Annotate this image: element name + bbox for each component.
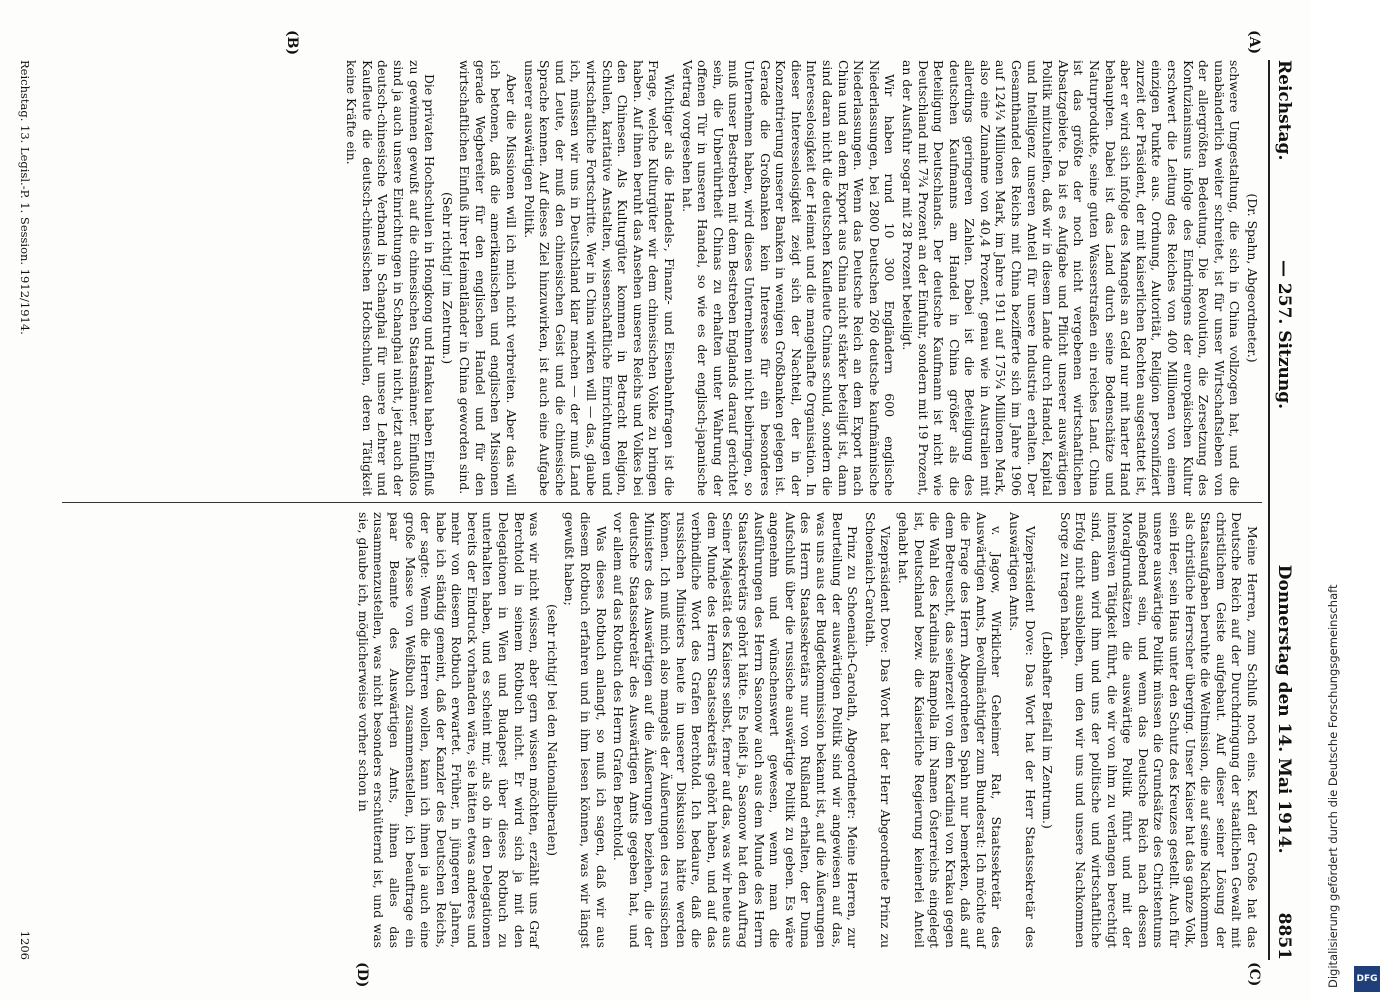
paragraph: Wichtiger als die Handels-, Finanz- und Eisenbahnfragen ist die Frage, welche Kulturgüter wir dem chinesischen Volke zu bringen haben. Auf ihnen beruht das Ansehen unseres Reichs und Volkes bei den Chinesen. Als Kulturgüter kommen in Betracht Religion, Schulen, karitative Anstalten, wissenschaftliche Einrichtungen und wirtschaftliche Fortschritte. Wer in China wirken will — das, glaube ich, müssen wir uns in Deutschland klar machen — der muß Land und Leute, der muß den chinesischen Geist und die chinesische Sprache kennen. Auf dieses Ziel hinzuwirken, ist auch eine Aufgabe unserer auswärtigen Politik. — [521, 60, 678, 496]
page-number: 8851 — [1274, 912, 1294, 960]
paragraph: Prinz zu Schoenaich-Carolath, Abgeordneter: Meine Herren, zur Beurteilung der auswärtigen Politik sind wir angewiesen auf das, was uns aus der Budgetkommission bekannt ist, auf die Äußerungen des Herrn Staatssekretärs nur von Rußland erhalten, der Duma Aufschluß über die russische auswärtige Politik zu geben. Es wäre angenehm und wünschenswert gewesen, wenn man die Ausführungen des Herrn Sasonow auch aus dem Munde des Herrn Staatssekretärs gehört hätte. Es heißt ja, Sasonow hat den Auftrag Seiner Majestät des Kaisers selbst, ferner auf das, was wir heute aus dem Munde des Herrn Staatssekretärs gehört haben, und auf das verbindliche Wort des Grafen Berchtold. Ich bedaure, daß die russischen Ministers heute in unserer Diskussion hätte werden können. Ich muß mich also mangels der Äußerungen des russischen Ministers des Auswärtigen auf die Äußerungen beziehen, die der deutsche Staatssekretär des Auswärtigen Amts gegeben hat, und vor allem auf das Rotbuch des Herrn Grafen Berchtold. — [611, 512, 861, 948]
footer-left: Reichstag. 13. Legisl.-P. 1. Session. 1912/1914. — [18, 60, 32, 335]
digitization-credit — [1318, 0, 1378, 1000]
paragraph: Die privaten Hochschulen in Hongkong und Hankau haben Einfluß zu gewinnen gewußt auf die chinesischen Staatsmänner. Einflußlos sind ja auch unsere Einrichtungen in Schanghai nicht, jetzt auch der deutsch-chinesische Verband in Schanghai für unsere Lehrer und Kaufleute die deutsch-chinesischen Hochschulen, deren Tätigkeit keine Kräfte ein. — [344, 60, 438, 496]
header-session: — 257. Sitzung. — [1274, 260, 1294, 410]
speaker-note: (Dr. Spahn, Abgeordneter.) — [1245, 193, 1260, 363]
interjection: (sehr richtig! bei den Nationalliberalen) — [544, 604, 560, 856]
margin-mark-c: (C) — [1246, 962, 1262, 987]
header-left: Reichstag. — [1274, 60, 1294, 161]
paragraph: Aber die Missionen will ich mich nicht verbreiten. Aber das will ich betonen, daß die amerikanischen und englischen Missionen gerade Wegbereiter für den englischen Handel und für den wirtschaftlichen Einfluß ihrer Heimatländer in China geworden sind. — [457, 60, 520, 496]
interjection: (Sehr richtig! im Zentrum.) — [439, 191, 455, 365]
paragraph: Was dieses Rotbuch anlangt, so muß ich sagen, daß wir aus diesem Rotbuch erfahren und in ihm lesen können, was wir längst gewußt haben; — [562, 512, 609, 948]
paragraph: Meine Herren, zum Schluß noch eins. Karl der Große hat das Deutsche Reich auf der Durchdringung der staatlichen Gewalt mit christlichem Geiste aufgebaut. Auf dieser seiner Lösung der Staatsaufgaben beruhte die Weltmission, die auf seine Nachkommen als christliche Herrscher überging. Unser Kaiser hat das ganze Volk, sein Heer, sein Haus unter den Schutz des Kreuzes gestellt. Auch für unsere auswärtige Politik müssen die Grundsätze des Christentums maßgebend sein, und wenn das Deutsche Reich nach dessen Moralgrundsätzen die auswärtige Politik führt und mit der intensiven Tätigkeit führt, die wir von ihm zu verlangen berechtigt sind, dann wird ihm und uns der politische und wirtschaftliche Erfolg nicht ausbleiben, um den wir uns und unsere Nachkommen Sorge zu tragen haben. — [1057, 512, 1260, 948]
paragraph: Wir haben rund 10 300 Engländern 600 englische Niederlassungen, bei 2800 Deutschen 260 deutsche kaufmännische Niederlassungen. Wenn das Deutsche Reich an dem Export nach China und an dem Export aus China nicht stärker beteiligt ist, dann sind daran nicht die deutschen Kaufleute Chinas schuld, sondern die Interesselosigkeit der Heimat und die mangelhafte Organisation. In dieser Interesselosigkeit zeigt sich der Nachteil, der in der Konzentrierung unserer Banken in wenigen Großbanken gelegen ist. Gerade die Großbanken kein Interesse für ein besonderes Unternehmen haben, wird dieses Unternehmen nicht beibringen, so muß unser Bestreben mit dem Bestreben Englands darauf gerichtet sein, die Unberührtheit Chinas zu erhalten unter Wahrung der offenen Tür in unseren Handel, so wie es der englisch-japanische Vertrag vorgesehen hat. — [679, 60, 898, 496]
left-column — [80, 60, 1260, 496]
paragraph: v. Jagow, Wirklicher Geheimer Rat, Staatssekretär des Auswärtigen Amts, Bevollmächtigter zum Bundesrat: Ich möchte auf die Frage des Herrn Abgeordneten Spahn nur bemerken, daß auf dem Betreuscht, das seinerzeit von dem Kardinal von Krakau gegen die Wahl des Kardinals Rampolla im Namen Österreichs eingelegt ist, Deutschland bezw. die Kaiserliche Regierung keinerlei Anteil gehabt hat. — [895, 512, 1005, 948]
margin-mark-d: (D) — [354, 962, 370, 988]
paragraph: schwere Umgestaltung, die sich in China vollzogen hat, und die unabänderlich weiter schreitet, ist für unser Wirtschaftsleben von der allergrößten Bedeutung. Die Revolution, die Zersetzung des Konfuzianismus infolge des Eindringens der europäischen Kultur erschwert die Leitung des Reiches von 400 Millionen von einem einzigen Punkte aus. Ordnung, Autorität, Religion personifiziert zurzeit der Präsident, der mit kaiserlichen Rechten ausgestattet ist, aber er wird sich infolge des Mangels an Geld nur mit harter Hand behaupten. Dabei ist das Land durch seine Bodenschätze und Naturprodukte, seine guten Wasserstraßen ein reiches Land. China ist das größte der noch nicht vergebenen wirtschaftlichen Absatzgebiete. Da ist es Aufgabe und Pflicht unserer auswärtigen Politik mitzuhelfen, daß wir in diesem Lande durch Handel, Kapital und Intelligenz unseren Anteil für unsere Industrie erhalten. Der Gesamthandel des Reichs mit China bezifferte sich im Jahre 1906 auf 124¼ Millionen Mark, im Jahre 1911 auf 175¼ Millionen Mark, also eine Zunahme von 40,4 Prozent, genau wie in Australien mit allerdings geringeren Zahlen. Dabei ist die Beteiligung des deutschen Kaufmanns am Handel in China größer als die Beteiligung Deutschlands. Der deutsche Kaufmann ist nicht wie Deutschland mit 7¾ Prozent an der Einfuhr, sondern mit 19 Prozent, an der Ausfuhr sogar mit 28 Prozent beteiligt. — [899, 60, 1243, 496]
right-column — [80, 512, 1260, 948]
page-footer — [12, 60, 32, 960]
column-divider — [62, 502, 1262, 503]
paragraph: was wir nicht wissen, aber gern wissen möchten, erzählt uns Graf Berchtold in seinem Rotbuch nicht. Er wird sich ja mit den Delegationen in Wien und Budapest über dieses Rotbuch zu unterhalten haben, und es scheint mir, als ob in den Delegationen bereits der Eindruck vorhanden wäre, sie hätten etwas anderes und mehr von diesem Rotbuch erwartet. Früher, in jüngeren Jahren, habe ich ständig gemeint, daß der Kanzler des Deutschen Reichs, der sagte: Wenn die Herren wollen, kann ich ihnen ja auch eine große Masse von Weißbuch zusammenstellen, ich beauftrage ein paar Beamte des Auswärtigen Amts, ihnen alles das zusammenzustellen, was nicht besonders erschütternd ist, und was sie, glaube ich, möglicherweise vorher schon in — [355, 512, 543, 948]
interjection: (Lebhafter Beifall im Zentrum.) — [1040, 631, 1056, 829]
paragraph: Vizepräsident Dove: Das Wort hat der Herr Abgeordnete Prinz zu Schoenaich-Carolath. — [862, 512, 894, 948]
paragraph: Vizepräsident Dove: Das Wort hat der Herr Staatssekretär des Auswärtigen Amts. — [1007, 512, 1038, 948]
dfg-logo-icon: DFG — [1354, 966, 1380, 992]
digitization-credit-text: Digitalisierung gefördert durch die Deutsche Forschungsgemeinschaft — [1326, 584, 1340, 988]
header-date — [1274, 565, 1294, 960]
margin-mark-a: (A) — [1246, 30, 1262, 55]
footer-page-number: 1206 — [18, 930, 32, 960]
page-header — [1268, 60, 1296, 960]
header-date-text: Donnerstag den 14. Mai 1914. — [1274, 564, 1294, 854]
margin-mark-b: (B) — [284, 30, 300, 56]
